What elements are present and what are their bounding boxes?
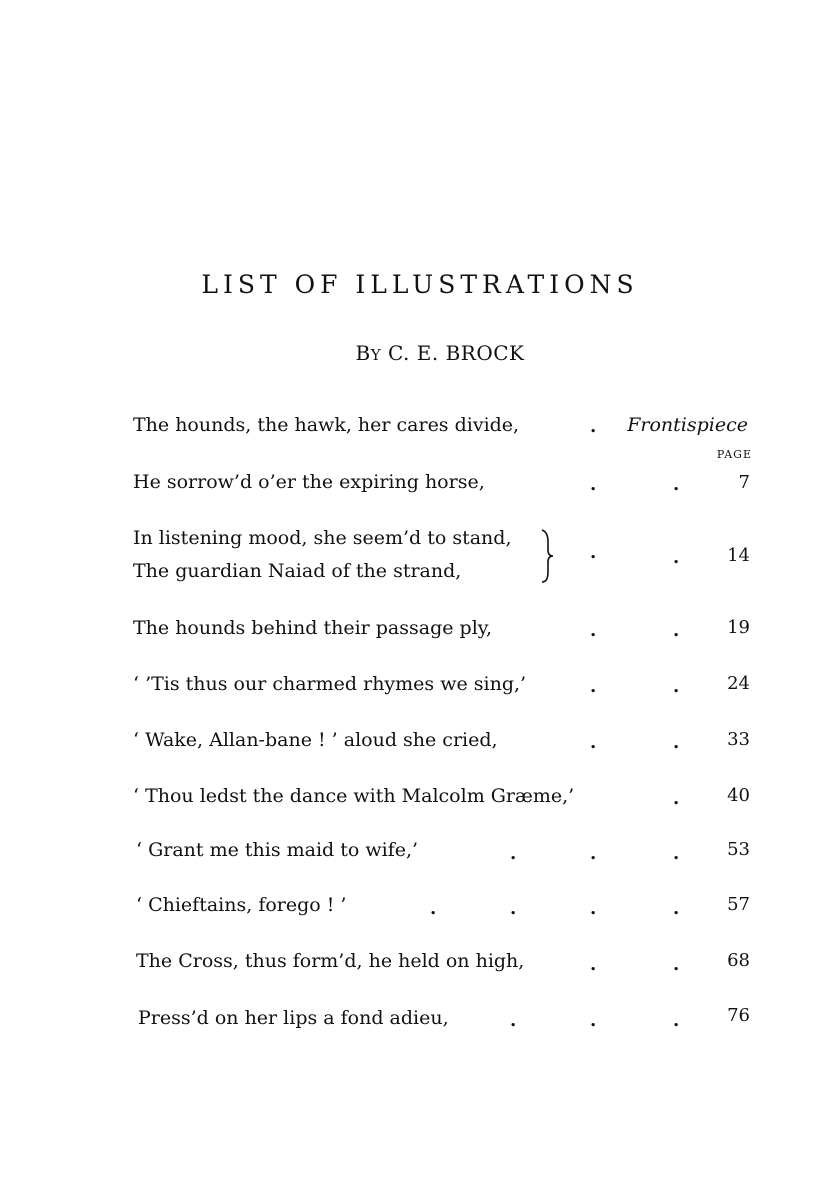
leader-dot: . xyxy=(673,1010,680,1031)
entry-page: 33 xyxy=(727,729,750,750)
entry-caption-line: In listening mood, she seem’d to stand, xyxy=(133,527,512,549)
entry-caption: The hounds, the hawk, her cares divide, xyxy=(133,414,520,436)
leader-dot: . xyxy=(673,474,680,495)
entry-page: 40 xyxy=(727,785,750,806)
leader-dot: . xyxy=(510,1010,517,1031)
leader-dot: . xyxy=(590,542,597,563)
entry-page: 68 xyxy=(727,950,750,971)
entry-caption: The hounds behind their passage ply, xyxy=(133,617,493,639)
entry-caption: ‘ Grant me this maid to wife,’ xyxy=(136,839,419,861)
leader-dot: . xyxy=(673,732,680,753)
leader-dot: . xyxy=(590,1010,597,1031)
entry-caption: ‘ ’Tis thus our charmed rhymes we sing,’ xyxy=(133,673,527,695)
leader-dot: . xyxy=(430,898,437,919)
entry-page: 19 xyxy=(727,617,750,638)
leader-dot: . xyxy=(673,843,680,864)
entry-page: 53 xyxy=(727,839,750,860)
leader-dot: . xyxy=(673,547,680,568)
leader-dot: . xyxy=(510,843,517,864)
leader-dot: . xyxy=(590,732,597,753)
leader-dot: . xyxy=(590,620,597,641)
leader-dot: . xyxy=(590,954,597,975)
byline-initial: B xyxy=(355,341,371,365)
entry-caption: ‘ Thou ledst the dance with Malcolm Græme,’ xyxy=(133,785,575,807)
entry-caption-line: The guardian Naiad of the strand, xyxy=(133,560,462,582)
entry-caption: ‘ Wake, Allan-bane ! ’ aloud she cried, xyxy=(133,729,498,751)
leader-dot: . xyxy=(673,954,680,975)
illustrator-name: C. E. BROCK xyxy=(387,341,525,365)
entry-page: 76 xyxy=(727,1005,750,1026)
leader-dot: . xyxy=(590,416,597,437)
leader-dot: . xyxy=(673,898,680,919)
entry-page: 7 xyxy=(738,472,750,493)
leader-dot: . xyxy=(590,898,597,919)
page-column-heading: PAGE xyxy=(716,448,752,461)
leader-dot: . xyxy=(510,898,517,919)
byline-small-caps: Y xyxy=(370,346,382,364)
leader-dot: . xyxy=(673,620,680,641)
grouping-brace xyxy=(538,528,558,584)
page-title: LIST OF ILLUSTRATIONS xyxy=(201,270,639,299)
leader-dot: . xyxy=(673,788,680,809)
entry-caption: The Cross, thus form’d, he held on high, xyxy=(136,950,525,972)
entry-caption: ‘ Chieftains, forego ! ’ xyxy=(136,894,347,916)
entry-page: 14 xyxy=(727,545,750,566)
entry-caption: He sorrow’d o’er the expiring horse, xyxy=(133,471,485,493)
entry-caption: Press’d on her lips a fond adieu, xyxy=(138,1007,449,1029)
entry-page: Frontispiece xyxy=(627,414,748,436)
leader-dot: . xyxy=(673,676,680,697)
leader-dot: . xyxy=(590,676,597,697)
entry-page: 57 xyxy=(727,894,750,915)
entry-page: 24 xyxy=(727,673,750,694)
leader-dot: . xyxy=(590,474,597,495)
leader-dot: . xyxy=(590,843,597,864)
